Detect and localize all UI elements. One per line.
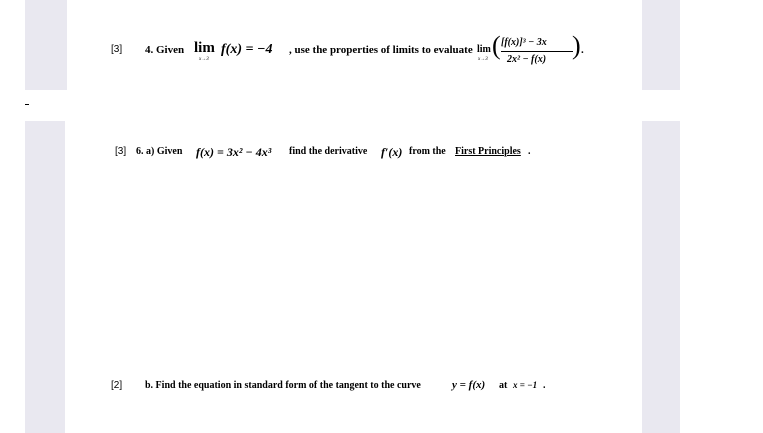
left-margin-top — [25, 0, 67, 90]
q6b-at: at — [499, 380, 508, 391]
right-margin-top — [642, 0, 680, 90]
fraction-bar — [501, 51, 573, 52]
q6a-end: . — [528, 146, 531, 157]
q4-given-expr: f(x) = −4 — [221, 42, 273, 57]
right-paren: ) — [572, 31, 581, 60]
q6b-end: . — [543, 380, 546, 391]
left-paren: ( — [492, 31, 501, 60]
q6a-derivative: f′(x) — [381, 145, 403, 159]
q6a-mid: find the derivative — [289, 146, 368, 157]
q4-lim: lim — [194, 40, 215, 56]
q4-lim-sub: x→3 — [199, 57, 209, 62]
left-margin-bottom — [25, 121, 65, 433]
q6a-function: f(x) = 3x² − 4x³ — [196, 145, 272, 159]
page-break-marker — [25, 104, 29, 105]
q4-numerator: [f(x)]³ − 3x — [501, 37, 547, 48]
right-margin-bottom — [642, 121, 680, 433]
q6b-text: b. Find the equation in standard form of the tangent to the curve — [145, 380, 421, 391]
q4-lim2-sub: x→3 — [478, 57, 488, 62]
q4-instruction: , use the properties of limits to evaluate — [289, 44, 473, 56]
q4-denominator: 2x² − f(x) — [507, 54, 547, 65]
q6b-point: x = −1 — [513, 380, 538, 390]
q6a-method: First Principles — [455, 146, 521, 157]
q4-lim2: lim — [477, 44, 491, 55]
q4-end: . — [581, 44, 584, 56]
q6a-marks: [3] — [115, 146, 127, 157]
q6b-marks: [2] — [111, 380, 123, 391]
q6b-curve: y = f(x) — [452, 379, 486, 391]
q6a-number: 6. a) Given — [136, 146, 183, 157]
q4-marks: [3] — [111, 44, 123, 55]
q6a-from: from the — [409, 146, 446, 157]
q4-number: 4. Given — [145, 44, 185, 56]
